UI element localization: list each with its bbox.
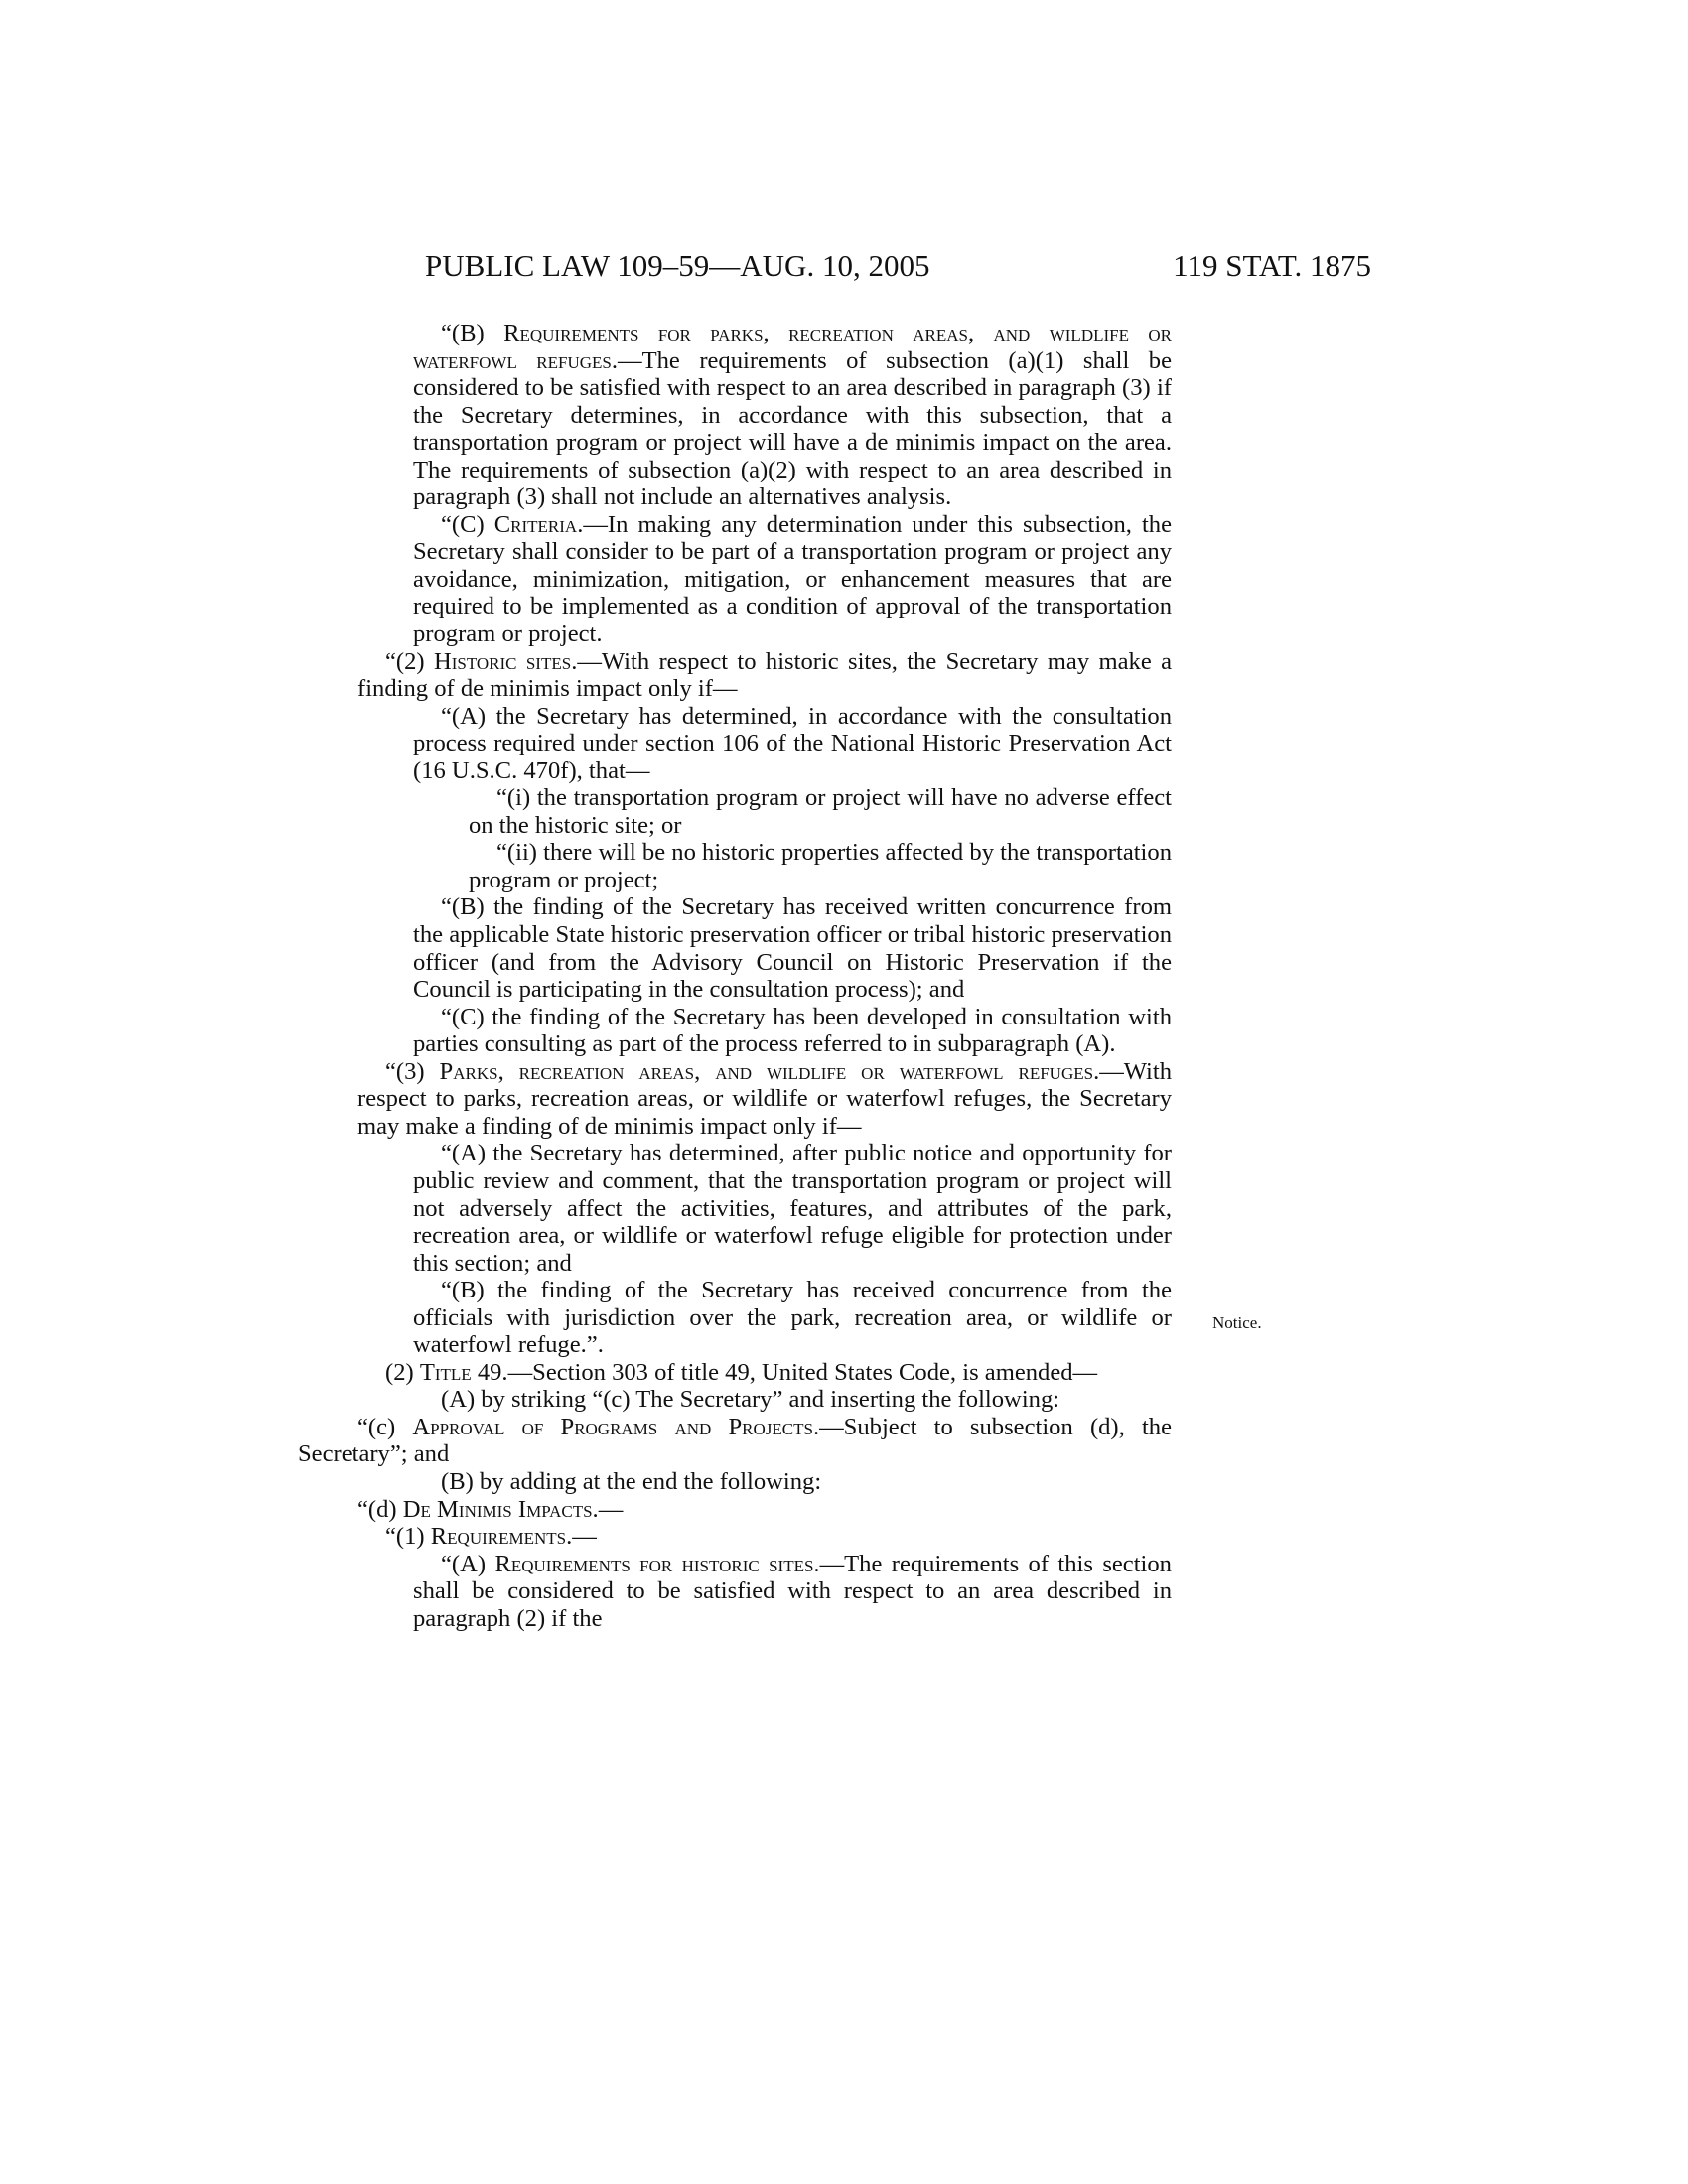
para-lead: “(B)	[441, 320, 504, 346]
paragraph	[298, 1414, 1172, 1468]
running-head: PUBLIC LAW 109–59—AUG. 10, 2005	[425, 248, 930, 283]
para-text: .—With respect to historic sites, the Secretary may make a finding of de minimis impact only if—	[357, 647, 1172, 703]
para-lead: “(c)	[357, 1413, 413, 1440]
para-heading: Requirements for parks, recreation areas, and wildlife or waterfowl refuges	[413, 320, 1172, 374]
paragraph	[413, 511, 1172, 648]
paragraph: “(B) the finding of the Secretary has received written concurrence from the applicable State historic preservation officer or tribal historic preservation officer (and from the Advisory Council on Historic Preservation if the Council is participating in the consultation process); and	[413, 893, 1172, 1004]
paragraph: “(A) the Secretary has determined, after public notice and opportunity for public review and comment, that the transportation program or project will not adversely affect the activities, features, and attributes of the park, recreation area, or wildlife or waterfowl refuge eligible for protection under this section; and	[413, 1140, 1172, 1277]
paragraph: (A) by striking “(c) The Secretary” and inserting the following:	[441, 1386, 1060, 1414]
para-heading: Approval of Programs and Projects	[412, 1413, 813, 1440]
para-lead: “(C)	[441, 510, 494, 538]
para-heading: De Minimis Impacts	[402, 1495, 593, 1523]
para-lead: “(3)	[385, 1057, 440, 1085]
para-text: .—	[566, 1523, 597, 1551]
para-lead: (2)	[385, 1358, 420, 1386]
para-heading: Requirements	[430, 1523, 567, 1551]
paragraph	[413, 320, 1172, 511]
paragraph: “(B) the finding of the Secretary has received concurrence from the officials with jurisdiction over the park, recreation area, or wildlife or waterfowl refuge.”.	[413, 1277, 1172, 1359]
statute-text	[298, 320, 1172, 1632]
paragraph: (B) by adding at the end the following:	[441, 1467, 822, 1495]
para-lead: “(d)	[357, 1495, 403, 1523]
paragraph: “(ii) there will be no historic properties affected by the transportation program or project;	[469, 839, 1172, 893]
para-heading: Parks, recreation areas, and wildlife or waterfowl refuges	[439, 1057, 1094, 1085]
para-lead: “(1)	[385, 1523, 431, 1551]
page-number: 119 STAT. 1875	[1173, 248, 1371, 283]
paragraph	[357, 1359, 1172, 1387]
margin-note: Notice.	[1212, 1313, 1262, 1332]
paragraph: “(i) the transportation program or project will have no adverse effect on the historic site; or	[469, 784, 1172, 839]
para-text: .—In making any determination under this subsection, the Secretary shall consider to be part of a transportation program or project any avoidance, minimization, mitigation, or enhancement measures that are required to be implemented as a condition of approval of the transportation program or project.	[413, 510, 1172, 648]
para-text: .—	[592, 1495, 624, 1523]
para-text: .—The requirements of subsection (a)(1) shall be considered to be satisfied with respect to an area described in paragraph (3) if the Secretary determines, in accordance with this subsection, that a transportation program or project will have a de minimis impact on the area. The requirements of subsection (a)(2) with respect to an area described in paragraph (3) shall not include an alternatives analysis.	[413, 346, 1173, 511]
page-header	[425, 246, 1371, 286]
para-text: .—The requirements of this section shall be considered to be satisfied with respect to an area described in paragraph (2) if the	[413, 1550, 1172, 1632]
para-heading: Requirements for historic sites	[494, 1550, 814, 1577]
paragraph	[413, 1551, 1172, 1633]
paragraph: “(C) the finding of the Secretary has been developed in consultation with parties consulting as part of the process referred to in subparagraph (A).	[413, 1003, 1172, 1058]
para-text: .—Subject to subsection (d), the Secretary”; and	[298, 1413, 1172, 1468]
para-heading: Historic sites	[433, 647, 572, 675]
paragraph	[298, 1496, 1172, 1524]
para-heading: Title 49	[419, 1358, 502, 1386]
paragraph	[357, 1523, 1172, 1551]
paragraph	[357, 648, 1172, 703]
para-text: .—Section 303 of title 49, United States Code, is amended—	[501, 1358, 1098, 1386]
para-text: .—With respect to parks, recreation areas, or wildlife or waterfowl refuges, the Secretary may make a finding of de minimis impact only if—	[357, 1057, 1172, 1140]
paragraph	[357, 1058, 1172, 1141]
para-lead: “(2)	[385, 647, 434, 675]
paragraph: “(A) the Secretary has determined, in accordance with the consultation process required under section 106 of the National Historic Preservation Act (16 U.S.C. 470f), that—	[413, 702, 1172, 784]
para-heading: Criteria	[493, 510, 578, 538]
para-lead: “(A)	[441, 1550, 495, 1577]
